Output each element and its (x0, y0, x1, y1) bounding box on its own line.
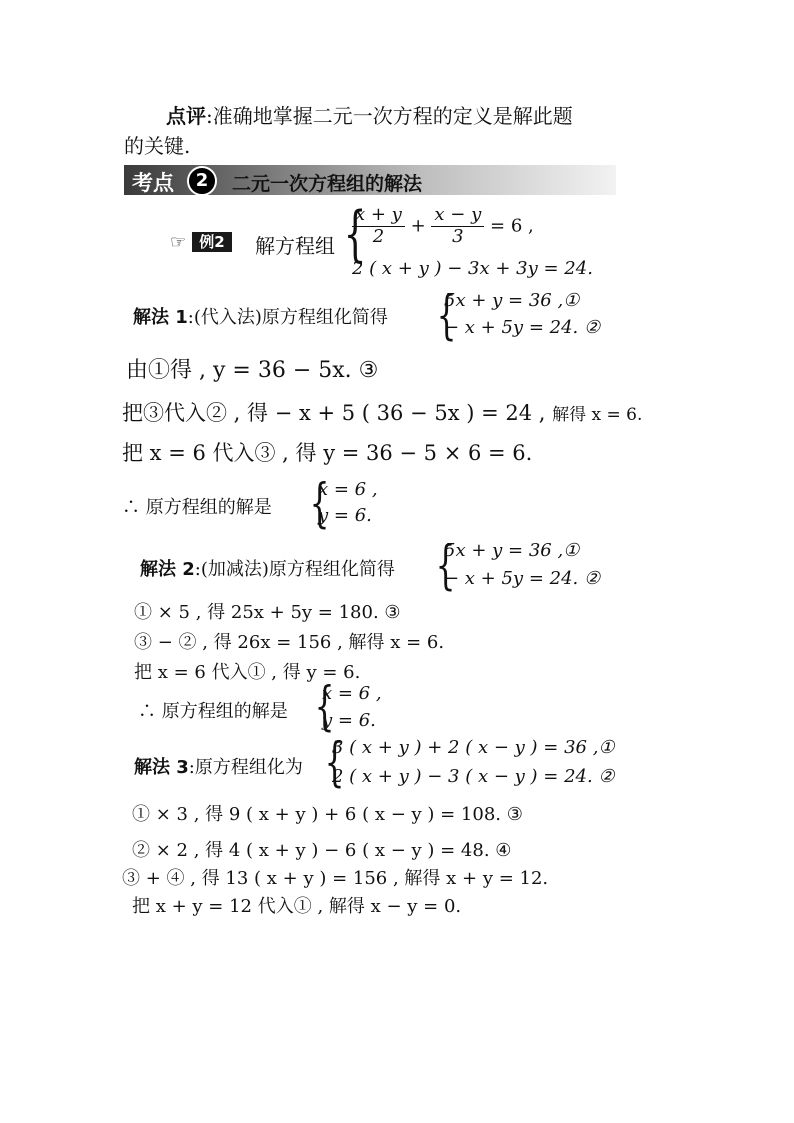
method3-step-3: ③ + ④ , 得 13 ( x + y ) = 156 , 解得 x + y = 12. (122, 868, 549, 889)
method2-intro: 解法 2:(加减法)原方程组化简得 (140, 559, 395, 580)
method3-step-2: ② × 2 , 得 4 ( x + y ) − 6 ( x − y ) = 48. ④ (132, 840, 512, 861)
section-banner (124, 165, 616, 195)
method3-system-1: 3 ( x + y ) + 2 ( x − y ) = 36 ,① (332, 737, 615, 758)
example-equation-1: $\frac{x + y}{2}$ + $\frac{x - y}{3}$ = 6 , (352, 205, 534, 247)
method1-step-1: 由①得 , y = 36 − 5x. ③ (126, 358, 379, 383)
method2-solution-1: x = 6 , (322, 683, 382, 704)
section-label: 考点 (132, 171, 174, 195)
example-badge (170, 230, 234, 254)
fraction-2: $\frac{x - y}{3}$ (431, 205, 484, 247)
example-label: 例2 (192, 232, 232, 252)
method2-system-2: − x + 5y = 24. ② (444, 568, 601, 589)
comment-label: 点评 (166, 104, 206, 128)
comment-line-1 (166, 100, 573, 129)
method1-solution-1: x = 6 , (318, 479, 378, 500)
example-prompt: 解方程组 (255, 234, 335, 258)
method2-step-3: 把 x = 6 代入① , 得 y = 6. (134, 662, 361, 683)
comment-text-1: :准确地掌握二元一次方程的定义是解此题 (206, 104, 573, 128)
method1-solution-2: y = 6. (318, 505, 372, 526)
method1-intro: 解法 1:(代入法)原方程组化简得 (133, 307, 388, 328)
example-brace: { (343, 199, 367, 269)
method2-conclusion: ∴ 原方程组的解是 (138, 701, 288, 722)
method1-system-1: 5x + y = 36 ,① (444, 290, 580, 311)
method1-conclusion: ∴ 原方程组的解是 (122, 497, 272, 518)
method3-step-4: 把 x + y = 12 代入① , 解得 x − y = 0. (132, 896, 462, 917)
method3-intro: 解法 3:原方程组化为 (134, 757, 303, 778)
example-equation-2: 2 ( x + y ) − 3x + 3y = 24. (352, 258, 593, 279)
fraction-1: $\frac{x + y}{2}$ (352, 205, 405, 247)
section-title: 二元一次方程组的解法 (232, 173, 423, 195)
method1-step-3: 把 x = 6 代入③ , 得 y = 36 − 5 × 6 = 6. (122, 441, 533, 465)
section-number-badge: 2 (187, 166, 217, 196)
method3-step-1: ① × 3 , 得 9 ( x + y ) + 6 ( x − y ) = 108. ③ (132, 804, 523, 825)
method3-system-2: 2 ( x + y ) − 3 ( x − y ) = 24. ② (332, 766, 615, 787)
method2-brace: { (435, 536, 456, 596)
method2-step-2: ③ − ② , 得 26x = 156 , 解得 x = 6. (134, 632, 445, 653)
method2-solution-2: y = 6. (322, 710, 376, 731)
method2-system-1: 5x + y = 36 ,① (444, 540, 580, 561)
comment-line-2: 的关键. (124, 134, 191, 158)
method3-brace: { (324, 733, 345, 793)
pointing-hand-icon: ☞ (170, 232, 187, 253)
method1-brace: { (436, 286, 457, 346)
method1-system-2: − x + 5y = 24. ② (444, 317, 601, 338)
method2-step-1: ① × 5 , 得 25x + 5y = 180. ③ (134, 602, 401, 623)
method2-solution-brace: { (314, 677, 335, 737)
method1-step-2: 把③代入② , 得 − x + 5 ( 36 − 5x ) = 24 , 解得 x = 6. (122, 401, 643, 425)
method1-solution-brace: { (309, 474, 330, 534)
